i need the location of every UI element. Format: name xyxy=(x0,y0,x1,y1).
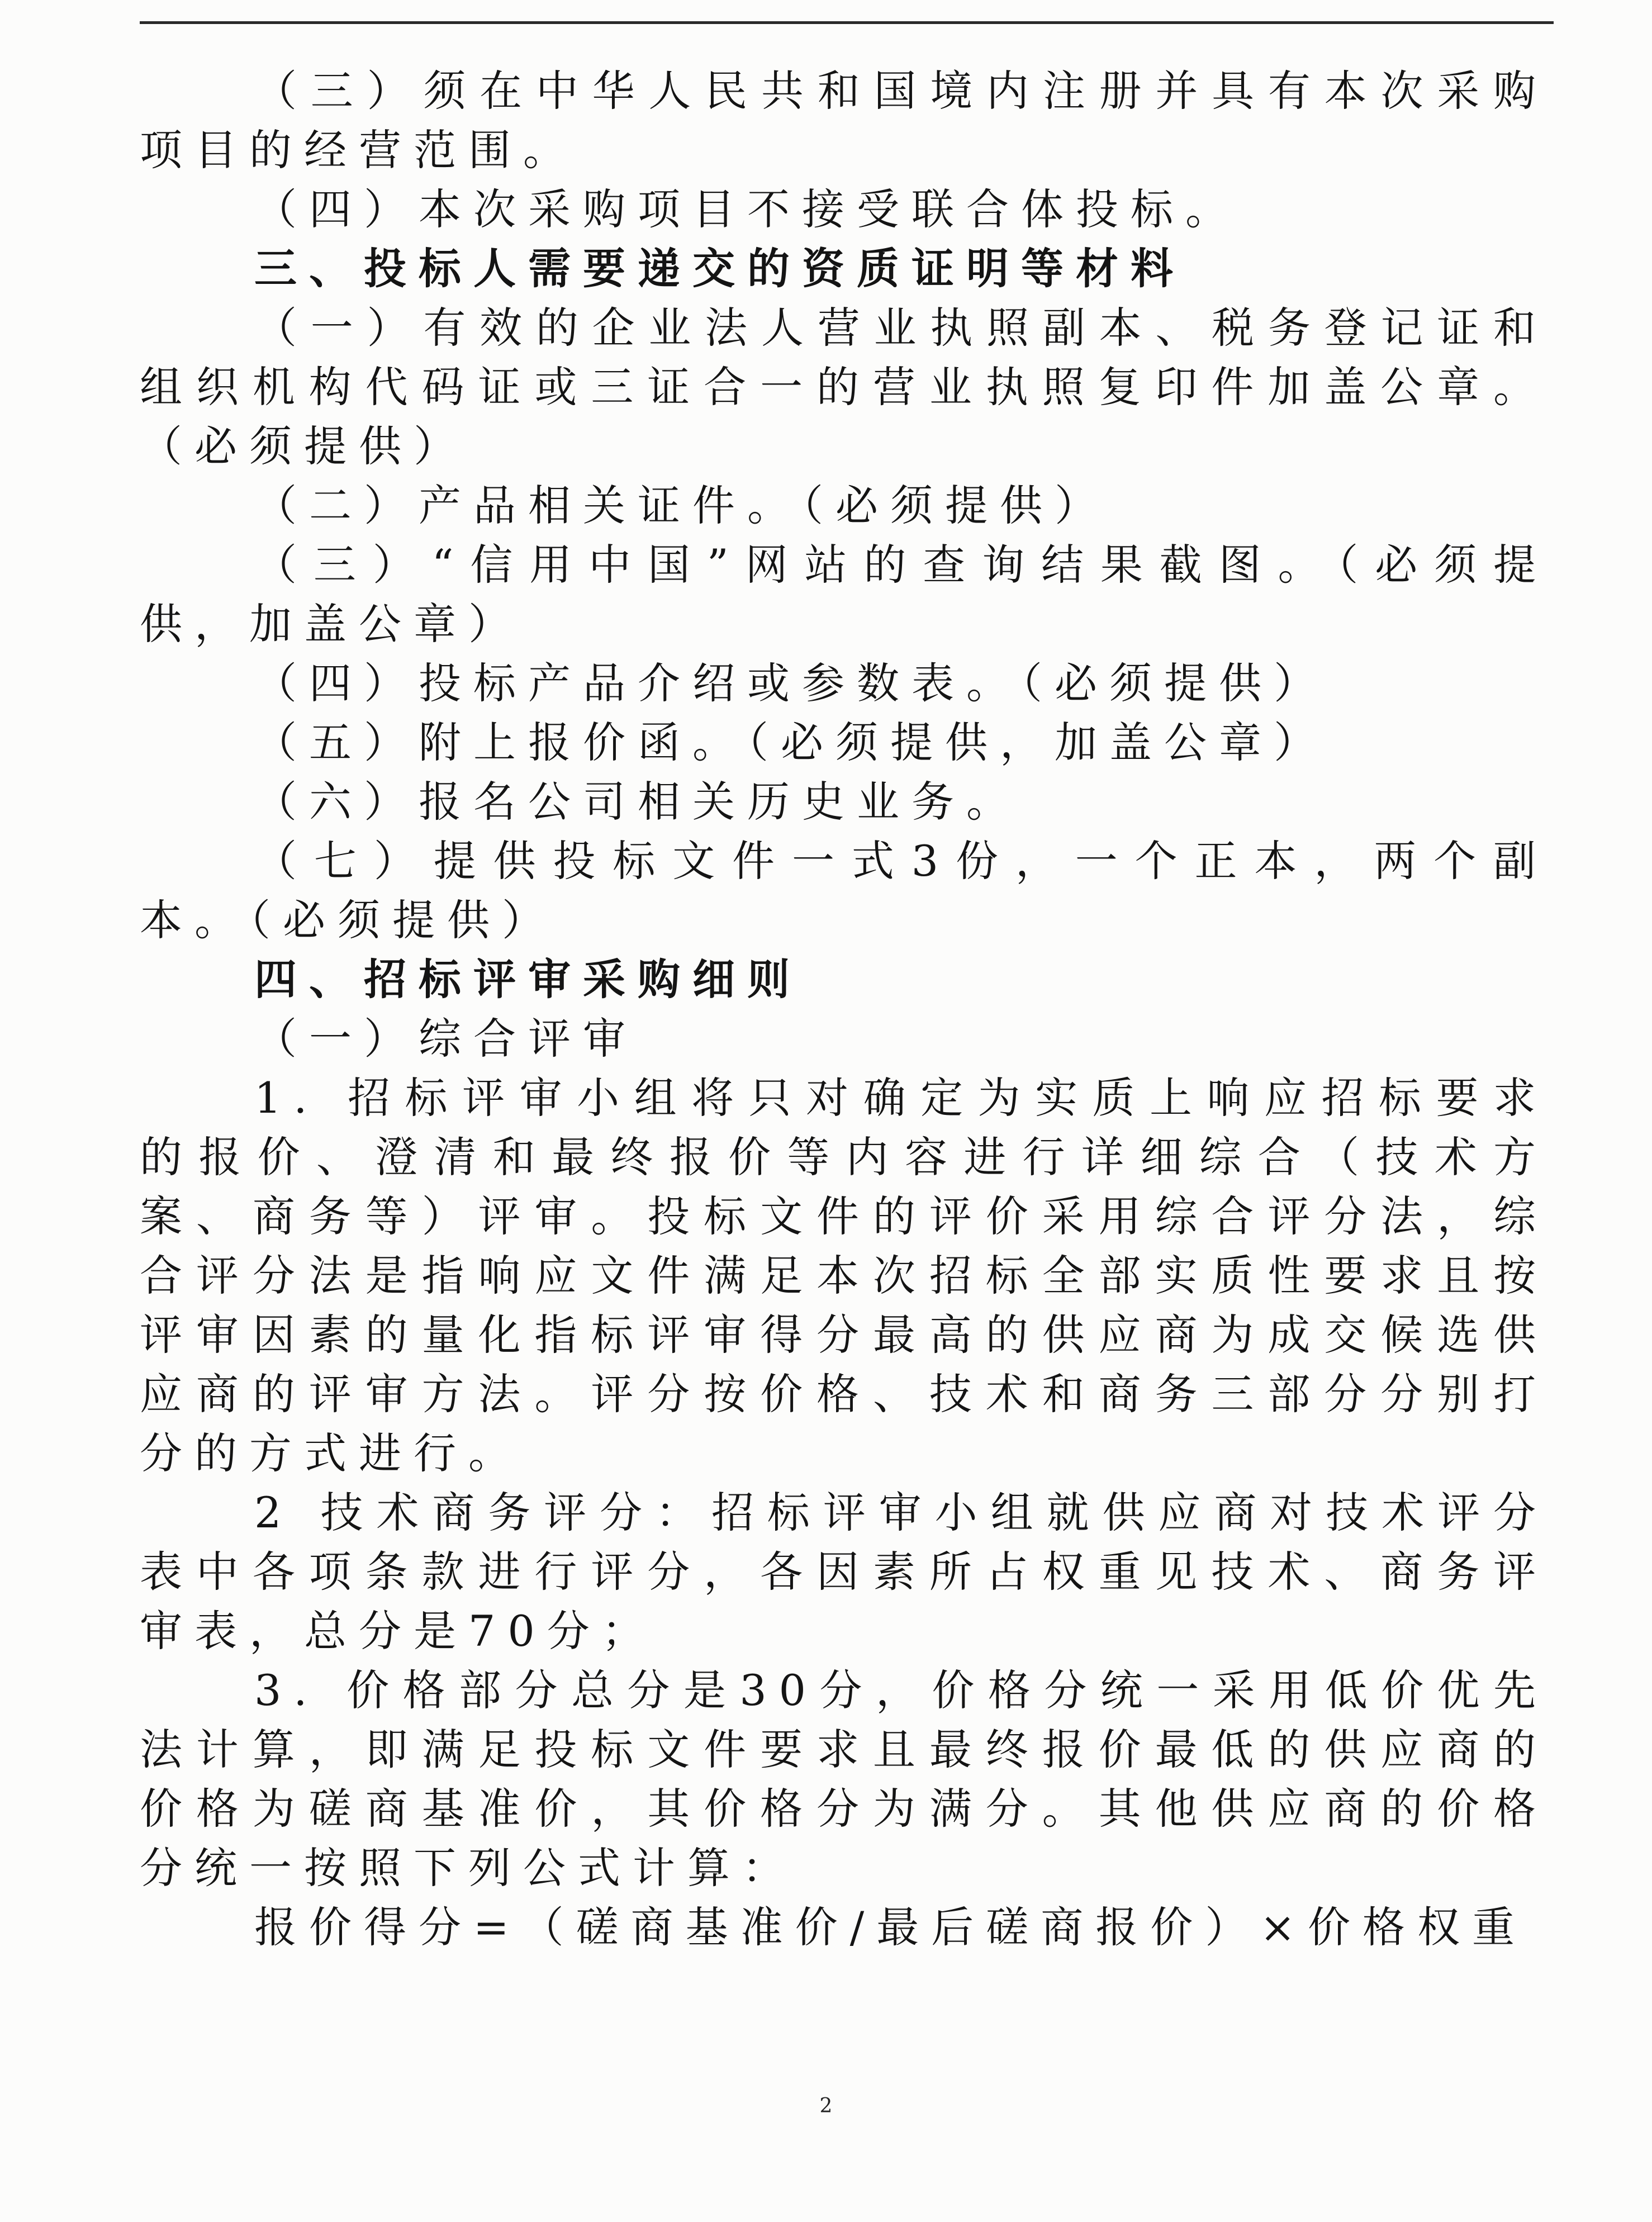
paragraph-business-license: （一）有效的企业法人营业执照副本、税务登记证和组织机构代码证或三证合一的营业执照复印件加盖公章。（必须提供） xyxy=(140,303,1548,471)
paragraph-quotation-letter: （五）附上报价函。（必须提供，加盖公章） xyxy=(254,718,1328,767)
subheading-comprehensive-review: （一）综合评审 xyxy=(254,1014,638,1063)
page-number: 2 xyxy=(819,2095,833,2117)
price-score-formula: 报价得分=（磋商基准价/最后磋商报价）×价格权重 xyxy=(254,1902,1527,1952)
paragraph-evaluation-method: 1. 招标评审小组将只对确定为实质上响应招标要求的报价、澄清和最终报价等内容进行详细综合（技术方案、商务等）评审。投标文件的评价采用综合评分法，综合评分法是指响应文件满足本次招标全部实质性要求且按评审因素的量化指标评审得分最高的供应商为成交候选供应商的评审方法。评分按价格、技术和商务三部分分别打分的方式进行。 xyxy=(140,1073,1548,1478)
document-body xyxy=(140,61,1548,1957)
section-heading-evaluation-rules: 四、招标评审采购细则 xyxy=(254,955,802,1004)
paragraph-technical-business-score: 2 技术商务评分：招标评审小组就供应商对技术评分表中各项条款进行评分，各因素所占权重见技术、商务评审表，总分是70分； xyxy=(140,1488,1548,1656)
paragraph-registration-scope: （三）须在中华人民共和国境内注册并具有本次采购项目的经营范围。 xyxy=(140,66,1548,175)
paragraph-product-parameters: （四）投标产品介绍或参数表。（必须提供） xyxy=(254,658,1328,708)
paragraph-product-certificates: （二）产品相关证件。（必须提供） xyxy=(254,481,1109,530)
paragraph-price-score: 3. 价格部分总分是30分，价格分统一采用低价优先法计算，即满足投标文件要求且最终报价最低的供应商的价格为磋商基准价，其价格分为满分。其他供应商的价格分统一按照下列公式计算： xyxy=(140,1665,1548,1893)
paragraph-credit-china-screenshot: （三）“信用中国”网站的查询结果截图。（必须提供，加盖公章） xyxy=(140,540,1548,649)
section-heading-qualification-materials: 三、投标人需要递交的资质证明等材料 xyxy=(254,244,1185,293)
header-rule xyxy=(140,21,1554,24)
paragraph-historical-business: （六）报名公司相关历史业务。 xyxy=(254,777,1021,827)
paragraph-bid-copies: （七）提供投标文件一式3份，一个正本，两个副本。（必须提供） xyxy=(140,836,1548,945)
paragraph-no-consortium: （四）本次采购项目不接受联合体投标。 xyxy=(254,184,1240,234)
